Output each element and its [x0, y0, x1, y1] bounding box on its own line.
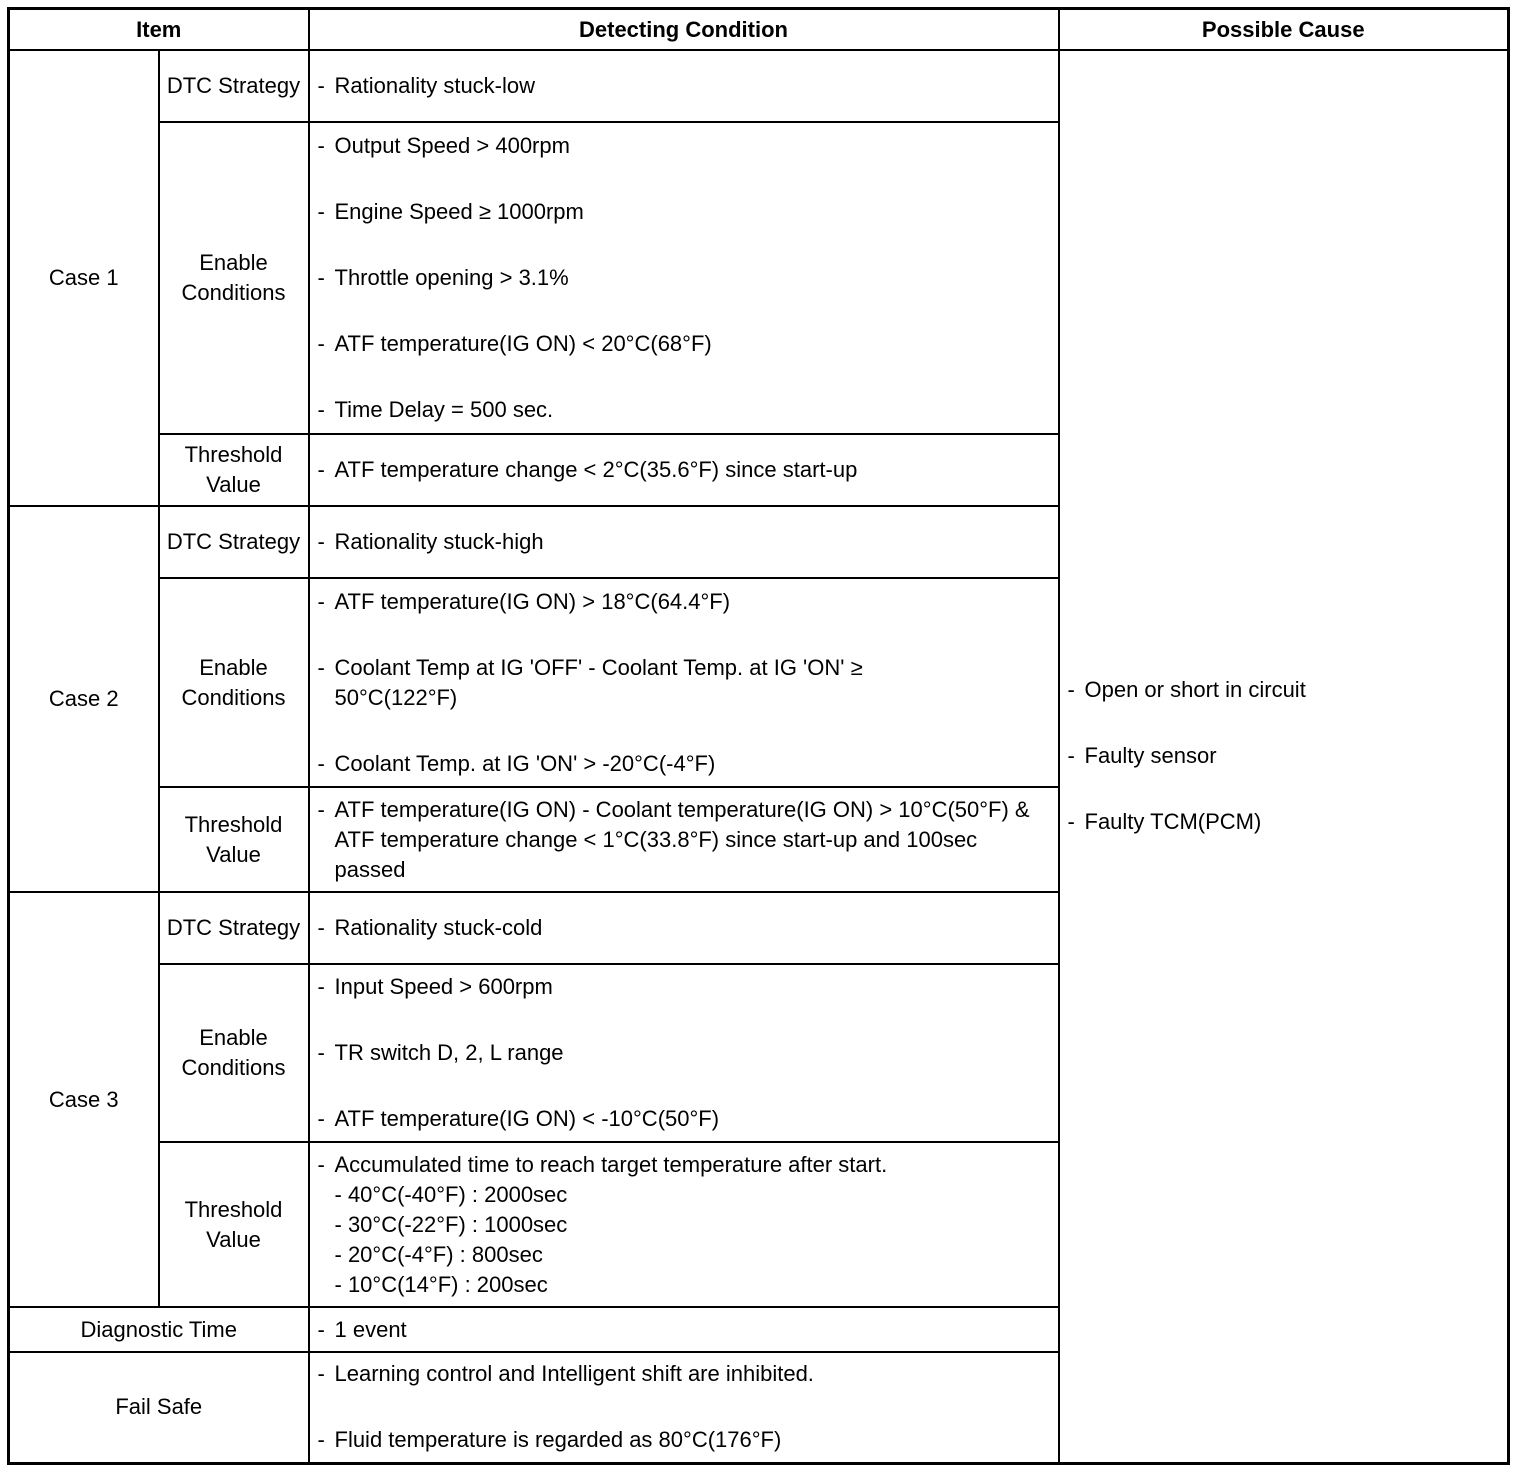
condition-item: - Input Speed > 600rpm [318, 972, 1052, 1002]
case2-threshold-value [309, 787, 1059, 892]
case1-threshold-label: Threshold Value [159, 434, 309, 506]
dtc-spec-table [7, 7, 1510, 1465]
case3-threshold-intro: Accumulated time to reach target temperature after start. [334, 1151, 888, 1177]
condition-item: - Coolant Temp at IG 'OFF' - Coolant Temp. at IG 'ON' ≥ 50°C(122°F) [318, 653, 1052, 713]
condition-item: - Time Delay = 500 sec. [318, 395, 1052, 425]
header-possible-cause: Possible Cause [1059, 9, 1509, 51]
condition-item: - ATF temperature(IG ON) < 20°C(68°F) [318, 329, 1052, 359]
case1-enable-label: Enable Conditions [159, 122, 309, 434]
case1-label: Case 1 [9, 50, 159, 506]
case1-dtc-value [309, 50, 1059, 122]
condition-item: - ATF temperature(IG ON) < -10°C(50°F) [318, 1104, 1052, 1134]
diagnostic-time-value [309, 1307, 1059, 1352]
condition-item: - Output Speed > 400rpm [318, 131, 1052, 161]
threshold-subitem: - 30°C(-22°F) : 1000sec [334, 1211, 568, 1237]
case3-dtc-value [309, 892, 1059, 964]
case1-dtc-text: - Rationality stuck-low [318, 71, 1052, 101]
case2-enable-label: Enable Conditions [159, 578, 309, 787]
header-row [9, 9, 1509, 51]
condition-item: - TR switch D, 2, L range [318, 1038, 1052, 1068]
diagnostic-time-label: Diagnostic Time [9, 1307, 309, 1352]
possible-cause-cell [1059, 50, 1509, 1463]
case1-dtc-row [9, 50, 1509, 122]
case1-enable-list [318, 131, 1052, 425]
case2-enable-value [309, 578, 1059, 787]
possible-cause-item: - Open or short in circuit [1068, 675, 1508, 705]
case3-dtc-text: - Rationality stuck-cold [318, 913, 1052, 943]
header-detecting-condition: Detecting Condition [309, 9, 1059, 51]
case3-enable-list [318, 972, 1052, 1134]
condition-item: - Coolant Temp. at IG 'ON' > -20°C(-4°F) [318, 749, 1052, 779]
diagnostic-time-text: - 1 event [318, 1315, 1052, 1345]
case3-threshold-label: Threshold Value [159, 1142, 309, 1307]
case1-threshold-value [309, 434, 1059, 506]
case2-dtc-label: DTC Strategy [159, 506, 309, 578]
case3-threshold-value [309, 1142, 1059, 1307]
fail-safe-value [309, 1352, 1059, 1463]
case2-threshold-label: Threshold Value [159, 787, 309, 892]
condition-item: - Throttle opening > 3.1% [318, 263, 1052, 293]
case2-label: Case 2 [9, 506, 159, 892]
dtc-spec-document [7, 7, 1510, 1465]
case3-threshold-entry [318, 1150, 1052, 1300]
fail-safe-item: - Learning control and Intelligent shift are inhibited. [318, 1359, 1052, 1389]
possible-cause-item: - Faulty TCM(PCM) [1068, 807, 1508, 837]
fail-safe-list [318, 1359, 1052, 1455]
case1-threshold-text: - ATF temperature change < 2°C(35.6°F) since start-up [318, 455, 1052, 485]
case2-enable-list [318, 587, 1052, 779]
threshold-subitem: - 20°C(-4°F) : 800sec [334, 1241, 543, 1267]
fail-safe-label: Fail Safe [9, 1352, 309, 1463]
case2-threshold-text: - ATF temperature(IG ON) - Coolant temperature(IG ON) > 10°C(50°F) & ATF temperature change < 1°C(33.8°F) since start-up and 100sec passed [318, 795, 1052, 885]
case3-label: Case 3 [9, 892, 159, 1307]
threshold-subitem: - 10°C(14°F) : 200sec [334, 1271, 548, 1297]
possible-cause-item: - Faulty sensor [1068, 741, 1508, 771]
case3-enable-value [309, 964, 1059, 1142]
header-item: Item [9, 9, 309, 51]
case1-enable-value [309, 122, 1059, 434]
fail-safe-item: - Fluid temperature is regarded as 80°C(176°F) [318, 1425, 1052, 1455]
possible-cause-list [1068, 675, 1508, 837]
case3-enable-label: Enable Conditions [159, 964, 309, 1142]
case2-dtc-text: - Rationality stuck-high [318, 527, 1052, 557]
case3-threshold-sublist [335, 1180, 1052, 1300]
case2-dtc-value [309, 506, 1059, 578]
case3-dtc-label: DTC Strategy [159, 892, 309, 964]
condition-item: - Engine Speed ≥ 1000rpm [318, 197, 1052, 227]
threshold-subitem: - 40°C(-40°F) : 2000sec [334, 1181, 568, 1207]
case1-dtc-label: DTC Strategy [159, 50, 309, 122]
condition-item: - ATF temperature(IG ON) > 18°C(64.4°F) [318, 587, 1052, 617]
